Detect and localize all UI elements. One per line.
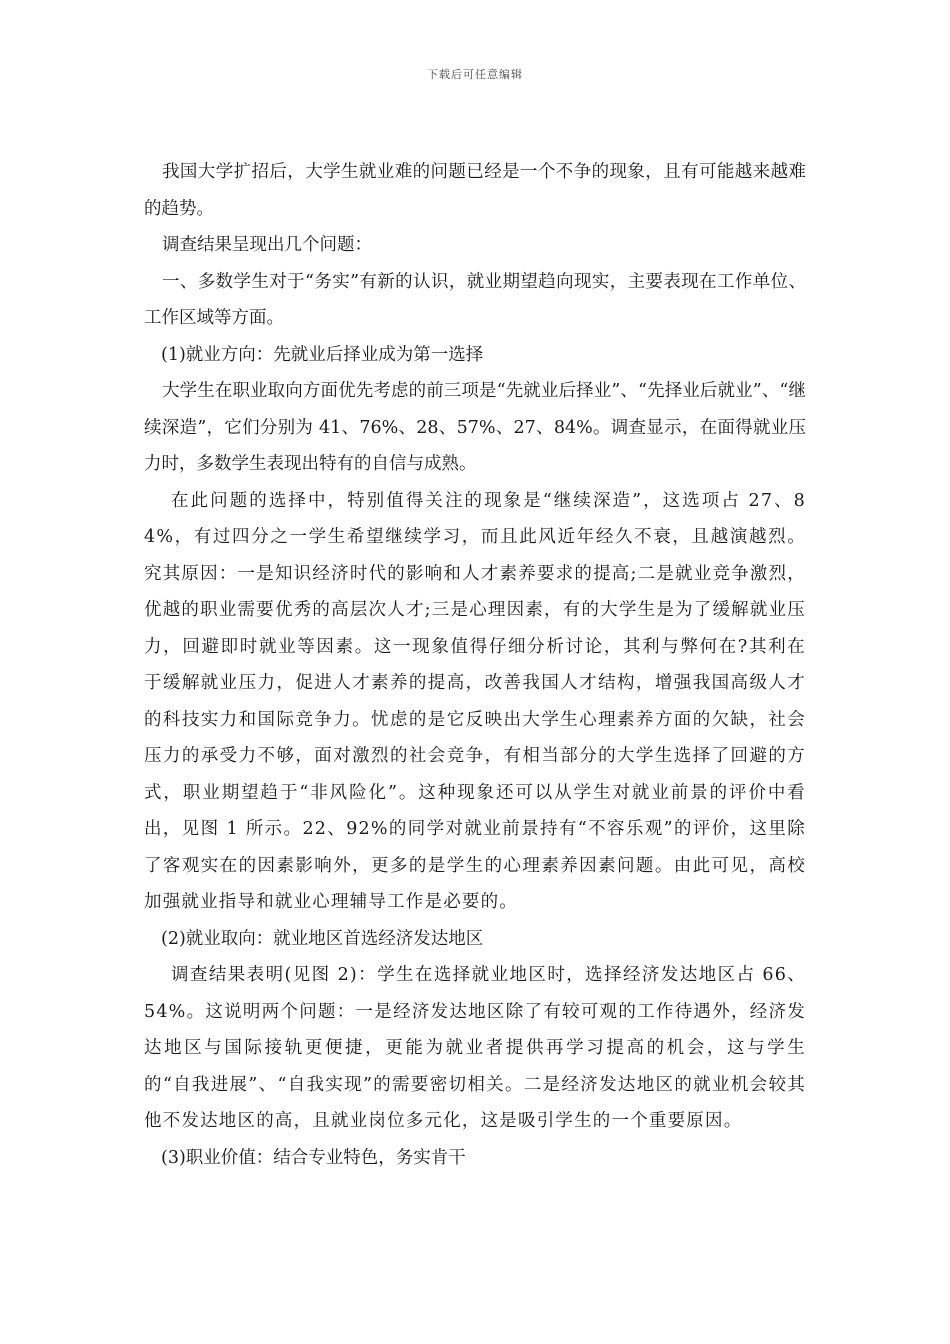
paragraph-survey-intro: 调查结果呈现出几个问题： xyxy=(162,235,372,255)
paragraph-further-study: 在此问题的选择中，特别值得关注的现象是“继续深造”，这选项占 27、84%，有过四分之一学生希望继续学习，而且此风近年经久不衰，且越演越烈。究其原因：一是知识经济时代的影响和人才素养要求的提高;二是就业竞争激烈，优越的职业需要优秀的高层次人才;三是心理因素，有的大学生是为了缓解就业压力，回避即时就业等因素。这一现象值得仔细分析讨论，其利与弊何在?其利在于缓解就业压力，促进人才素养的提高，改善我国人才结构，增强我国高级人才的科技实力和国际竞争力。忧虑的是它反映出大学生心理素养方面的欠缺，社会压力的承受力不够，面对激烈的社会竞争，有相当部分的大学生选择了回避的方式，职业期望趋于“非风险化”。这种现象还可以从学生对就业前景的评价中看出，见图 1 所示。22、92%的同学对就业前景持有“不容乐观”的评价，这里除了客观实在的因素影响外，更多的是学生的心理素养因素问题。由此可见，高校加强就业指导和就业心理辅导工作是必要的。 xyxy=(144,490,806,912)
page-header-note: 下载后可任意编辑 xyxy=(427,68,523,81)
section-heading-employment-direction: (1)就业方向：先就业后择业成为第一选择 xyxy=(161,344,484,365)
paragraph-intro: 我国大学扩招后，大学生就业难的问题已经是一个不争的现象，且有可能越来越难的趋势。 xyxy=(144,162,806,219)
section-heading-career-values: (3)职业价值：结合专业特色，务实肯干 xyxy=(161,1147,466,1168)
paragraph-region-results: 调查结果表明(见图 2)：学生在选择就业地区时，选择经济发达地区占 66、54%。这说明两个问题：一是经济发达地区除了有较可观的工作待遇外，经济发达地区与国际接轨更便捷，更能为就业者提供再学习提高的机会，这与学生的“自我进展”、“自我实现”的需要密切相关。二是经济发达地区的就业机会较其他不发达地区的高，且就业岗位多元化，这是吸引学生的一个重要原因。 xyxy=(144,965,806,1131)
paragraph-point-one: 一、多数学生对于“务实”有新的认识，就业期望趋向现实，主要表现在工作单位、工作区域等方面。 xyxy=(144,271,806,328)
paragraph-career-orientation: 大学生在职业取向方面优先考虑的前三项是“先就业后择业”、“先择业后就业”、“继续深造”，它们分别为 41、76%、28、57%、27、84%。调查显示，在面得就业压力时，多数学生表现出特有的自信与成熟。 xyxy=(144,381,806,474)
document-body xyxy=(144,154,806,1176)
section-heading-employment-region: (2)就业取向：就业地区首选经济发达地区 xyxy=(161,928,484,949)
